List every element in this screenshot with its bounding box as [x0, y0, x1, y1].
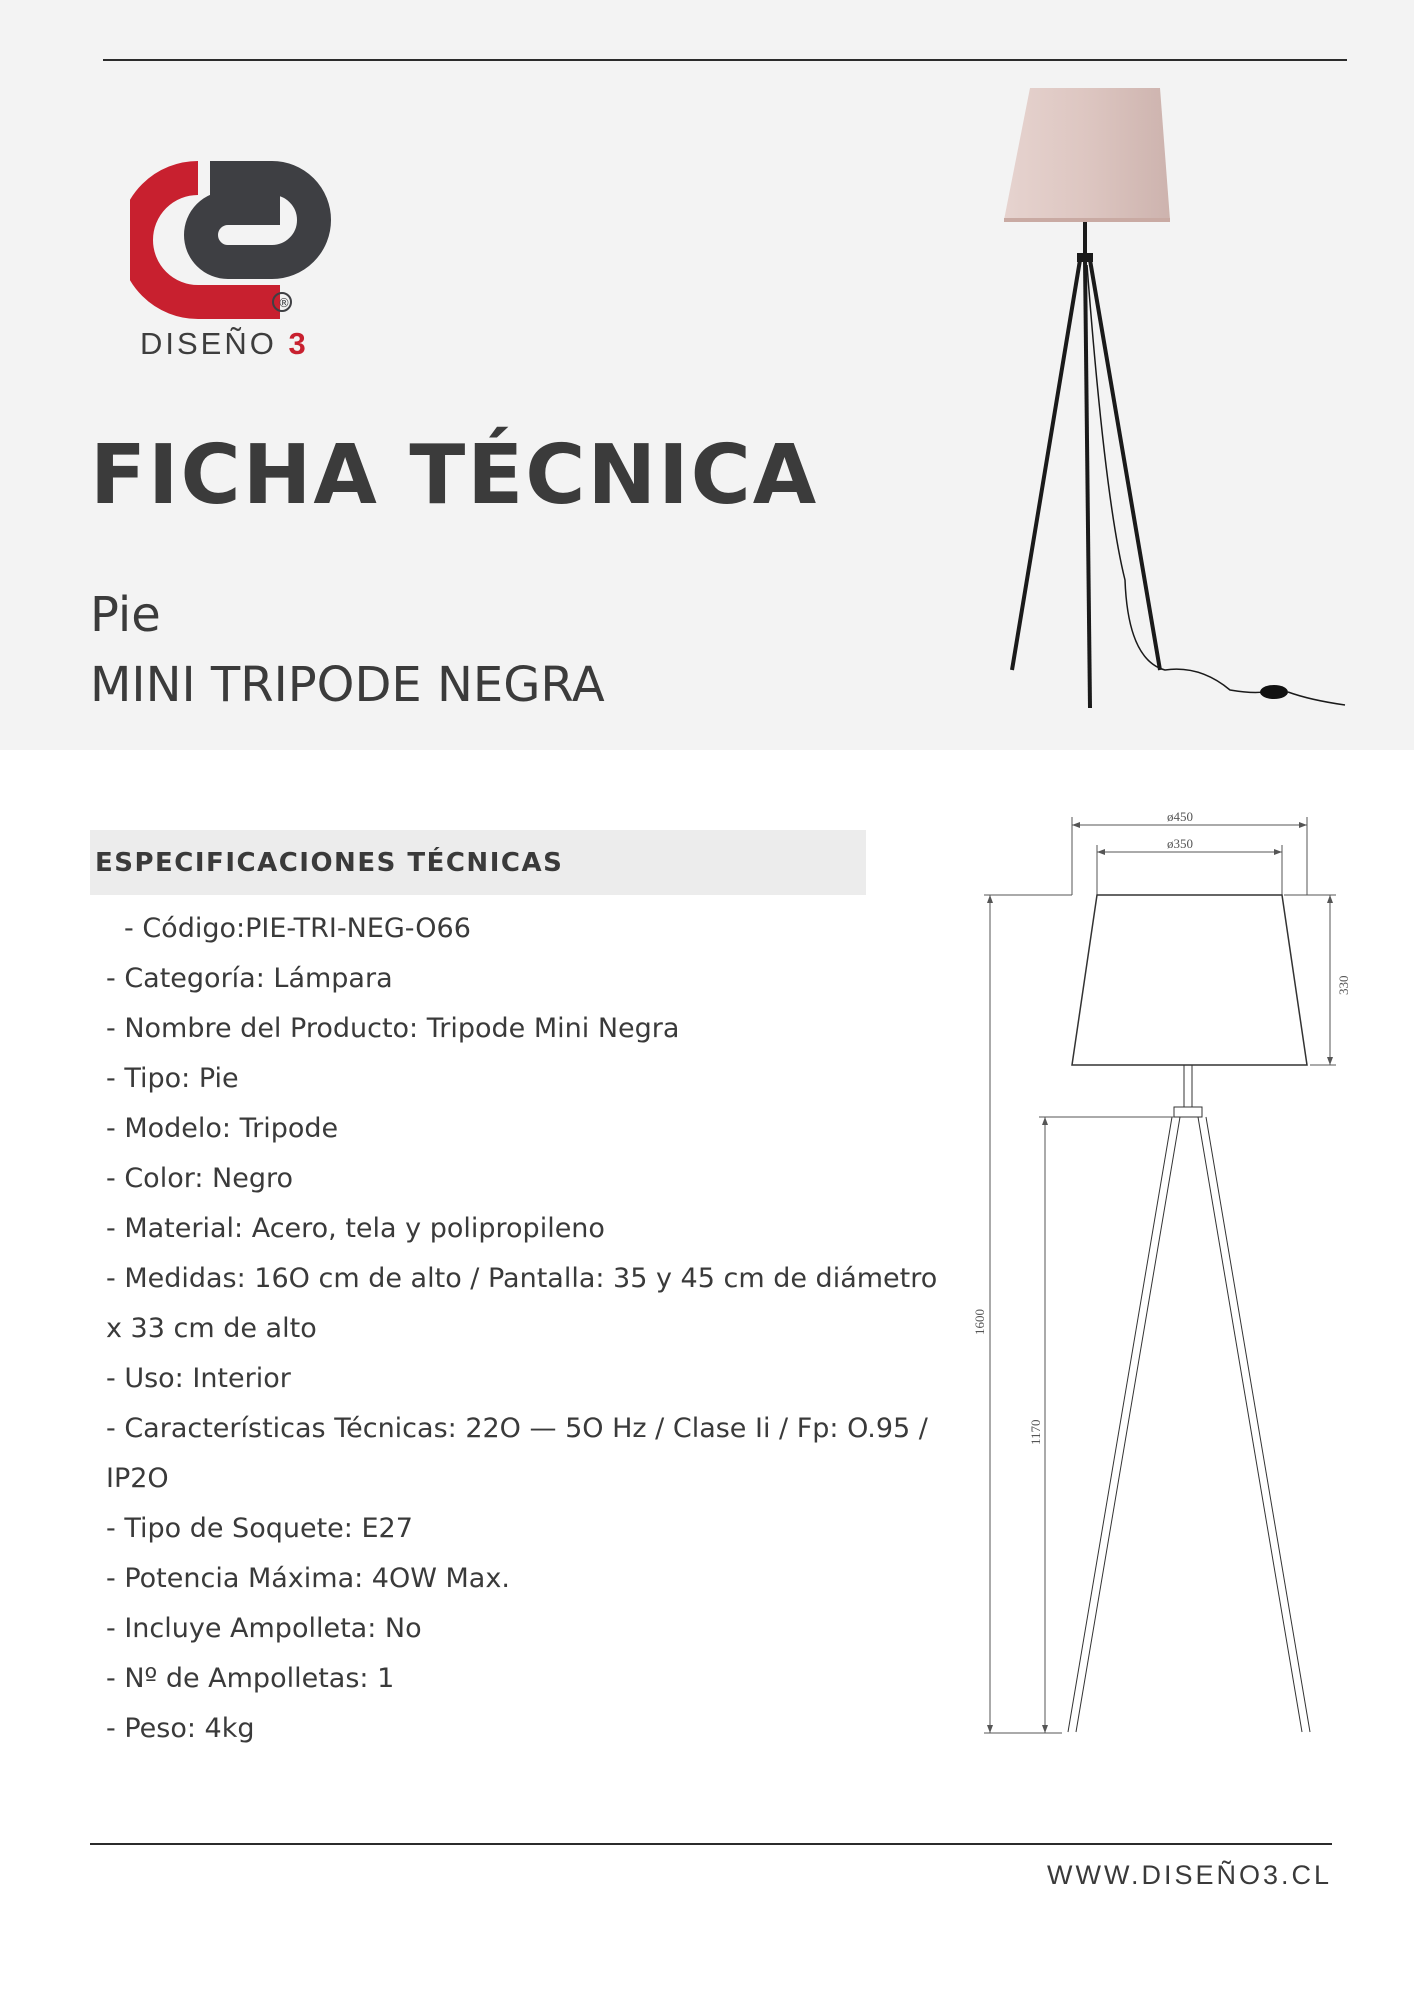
spec-item: - Modelo: Tripode — [106, 1113, 339, 1144]
spec-item: - Medidas: 16O cm de alto / Pantalla: 35 y 45 cm de diámetro x 33 cm de alto — [106, 1263, 938, 1344]
page-title: FICHA TÉCNICA — [90, 428, 819, 523]
spec-item: - Tipo: Pie — [106, 1063, 239, 1094]
top-divider — [103, 59, 1347, 61]
spec-heading: ESPECIFICACIONES TÉCNICAS — [95, 848, 564, 878]
brand-number: 3 — [288, 326, 309, 361]
product-type: Pie — [90, 587, 161, 643]
bottom-divider — [90, 1843, 1332, 1845]
spec-item: - Uso: Interior — [106, 1363, 291, 1394]
product-name: MINI TRIPODE NEGRA — [90, 657, 605, 713]
spec-item: - Incluye Ampolleta: No — [106, 1613, 422, 1644]
spec-list — [90, 904, 950, 1754]
website-link[interactable]: WWW.DISEÑO3.CL — [1046, 1860, 1332, 1890]
dim-total-height: 1600 — [972, 1309, 987, 1335]
dim-leg-height: 1170 — [1028, 1419, 1043, 1445]
brand-name: DISEÑO — [140, 326, 277, 361]
dim-shade-height: 330 — [1336, 975, 1351, 995]
dim-inner-diameter: ø350 — [1167, 836, 1193, 851]
brand-logo-icon — [130, 130, 340, 320]
spec-item: - Potencia Máxima: 4OW Max. — [106, 1563, 510, 1594]
spec-item: - Color: Negro — [106, 1163, 293, 1194]
spec-item: - Nombre del Producto: Tripode Mini Negra — [106, 1013, 680, 1044]
dim-outer-diameter: ø450 — [1167, 809, 1193, 824]
spec-item: - Código:PIE-TRI-NEG-O66 — [124, 913, 471, 944]
technical-drawing — [962, 805, 1404, 1745]
brand-wordmark — [140, 326, 309, 362]
lamp-photo — [990, 80, 1350, 720]
spec-item: - Tipo de Soquete: E27 — [106, 1513, 413, 1544]
spec-section-header — [90, 830, 866, 895]
svg-text:®: ® — [278, 296, 290, 310]
spec-item: - Peso: 4kg — [106, 1713, 255, 1744]
spec-item: - Nº de Ampolletas: 1 — [106, 1663, 395, 1694]
product-heading — [90, 580, 605, 720]
spec-item: - Características Técnicas: 22O — 5O Hz / Clase Ii / Fp: O.95 / IP2O — [106, 1413, 928, 1494]
spec-item: - Material: Acero, tela y polipropileno — [106, 1213, 605, 1244]
spec-item: - Categoría: Lámpara — [106, 963, 393, 994]
